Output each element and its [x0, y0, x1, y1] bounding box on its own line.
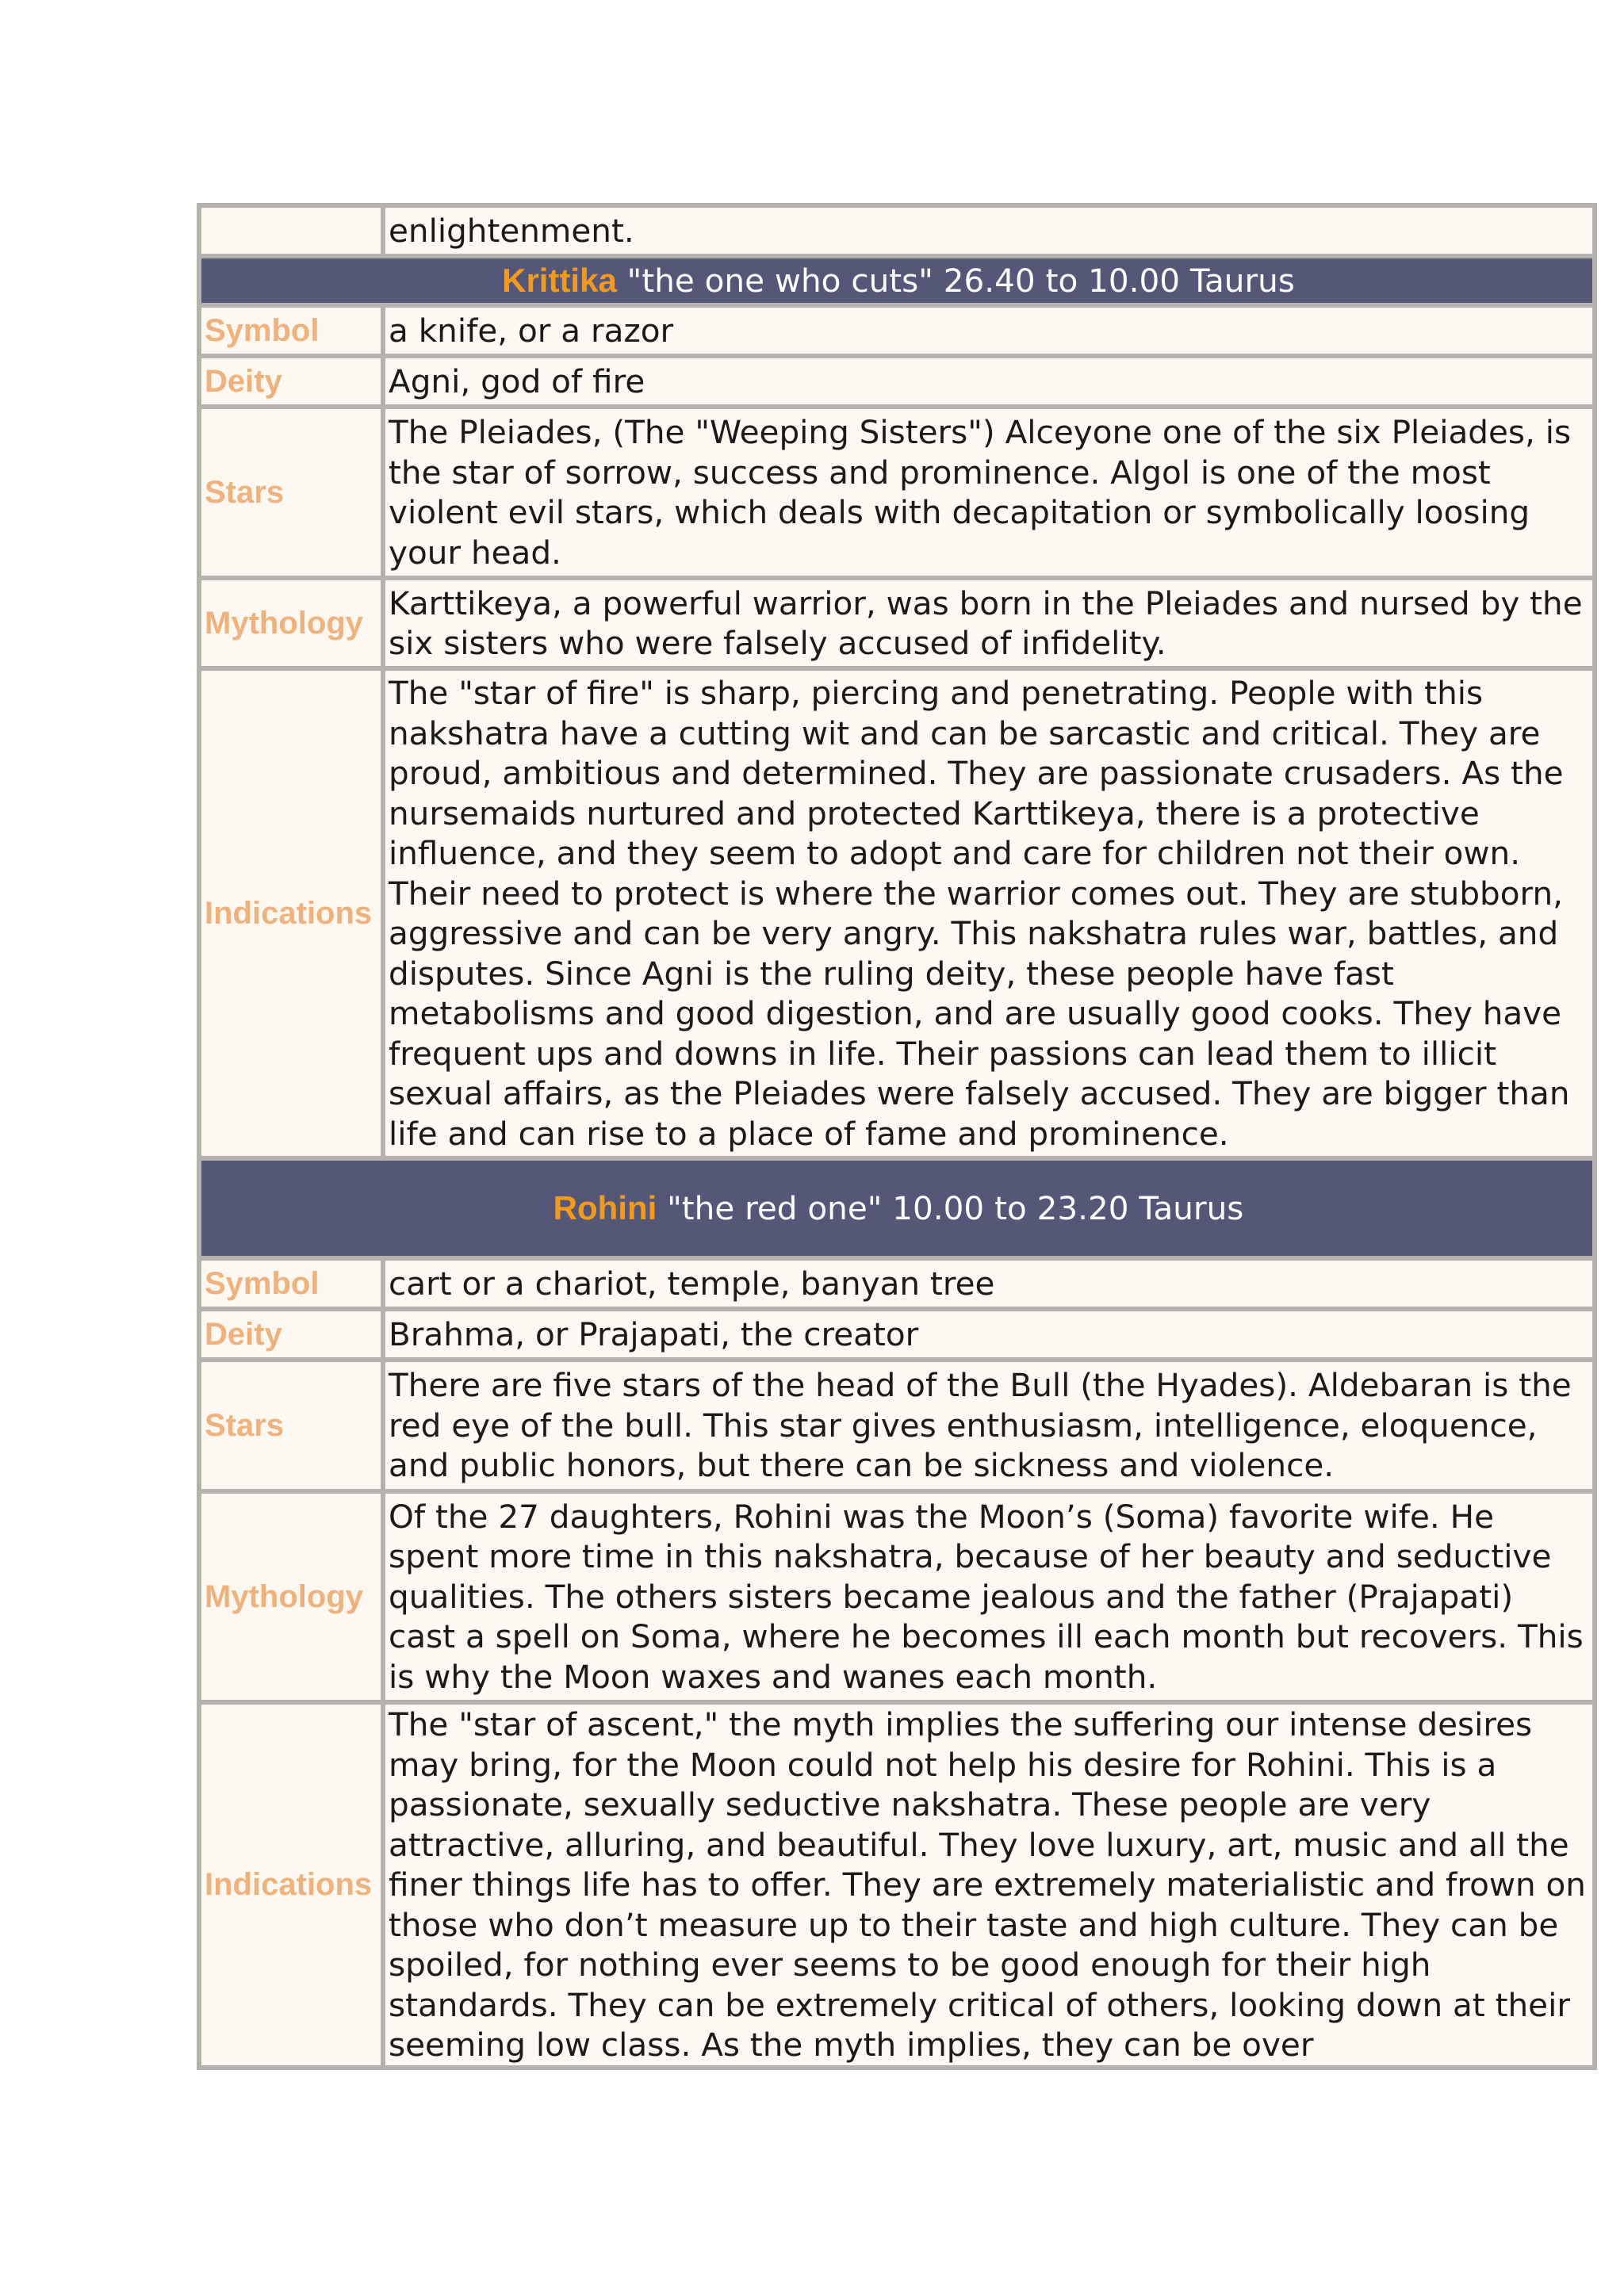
- row-label: Symbol: [199, 1258, 383, 1309]
- nakshatra-page: [197, 203, 1592, 2070]
- row-text: Brahma, or Prajapati, the creator: [383, 1309, 1595, 1360]
- row-label: Indications: [199, 668, 383, 1158]
- nakshatra-name: Krittika: [502, 262, 617, 299]
- nakshatra-table: [197, 203, 1597, 2070]
- row-text: a knife, or a razor: [383, 305, 1595, 356]
- table-row: [199, 356, 1595, 407]
- table-row: [199, 1491, 1595, 1702]
- table-row: [199, 578, 1595, 668]
- row-label: Mythology: [199, 1491, 383, 1702]
- row-label: Symbol: [199, 305, 383, 356]
- empty-label-cell: [199, 205, 383, 256]
- row-text: Agni, god of fire: [383, 356, 1595, 407]
- table-row: [199, 1258, 1595, 1309]
- row-text: cart or a chariot, temple, banyan tree: [383, 1258, 1595, 1309]
- row-label: Mythology: [199, 578, 383, 668]
- row-text: Karttikeya, a powerful warrior, was born in the Pleiades and nursed by the six sisters who were falsely accused of infidelity.: [383, 578, 1595, 668]
- continuation-row: [199, 205, 1595, 256]
- table-row: [199, 1702, 1595, 2068]
- section-header-krittika: [199, 256, 1595, 305]
- section-header-cell: [199, 256, 1595, 305]
- row-text: The "star of ascent," the myth implies the suffering our intense desires may bring, for the Moon could not help his desire for Rohini. This is a passionate, sexually seductive nakshatra. These people are very attractive, alluring, and beautiful. They love luxury, art, music and all the finer things life has to offer. They are extremely materialistic and frown on those who don’t measure up to their taste and high culture. They can be spoiled, for nothing ever seems to be good enough for their high standards. They can be extremely critical of others, looking down at their seeming low class. As the myth implies, they can be over: [383, 1702, 1595, 2068]
- nakshatra-subtitle: "the one who cuts" 26.40 to 10.00 Taurus: [616, 262, 1295, 300]
- table-row: [199, 407, 1595, 578]
- nakshatra-subtitle: "the red one" 10.00 to 23.20 Taurus: [657, 1189, 1244, 1227]
- section-header-cell: [199, 1158, 1595, 1258]
- continuation-text: enlightenment.: [383, 205, 1595, 256]
- row-text: The Pleiades, (The "Weeping Sisters") Alceyone one of the six Pleiades, is the star of sorrow, success and prominence. Algol is one of the most violent evil stars, which deals with decapitation or symbolically loosing your head.: [383, 407, 1595, 578]
- row-label: Deity: [199, 1309, 383, 1360]
- table-row: [199, 668, 1595, 1158]
- row-label: Indications: [199, 1702, 383, 2068]
- row-text: There are five stars of the head of the Bull (the Hyades). Aldebaran is the red eye of the bull. This star gives enthusiasm, intelligence, eloquence, and public honors, but there can be sickness and violence.: [383, 1360, 1595, 1491]
- section-header-rohini: [199, 1158, 1595, 1258]
- row-label: Stars: [199, 407, 383, 578]
- table-row: [199, 305, 1595, 356]
- table-row: [199, 1309, 1595, 1360]
- row-text: Of the 27 daughters, Rohini was the Moon’s (Soma) favorite wife. He spent more time in this nakshatra, because of her beauty and seductive qualities. The others sisters became jealous and the father (Prajapati) cast a spell on Soma, where he becomes ill each month but recovers. This is why the Moon waxes and wanes each month.: [383, 1491, 1595, 1702]
- row-label: Deity: [199, 356, 383, 407]
- row-text: The "star of fire" is sharp, piercing and penetrating. People with this nakshatra have a cutting wit and can be sarcastic and critical. They are proud, ambitious and determined. They are passionate crusaders. As the nursemaids nurtured and protected Karttikeya, there is a protective influence, and they seem to adopt and care for children not their own. Their need to protect is where the warrior comes out. They are stubborn, aggressive and can be very angry. This nakshatra rules war, battles, and disputes. Since Agni is the ruling deity, these people have fast metabolisms and good digestion, and are usually good cooks. They have frequent ups and downs in life. Their passions can lead them to illicit sexual affairs, as the Pleiades were falsely accused. They are bigger than life and can rise to a place of fame and prominence.: [383, 668, 1595, 1158]
- table-row: [199, 1360, 1595, 1491]
- row-label: Stars: [199, 1360, 383, 1491]
- nakshatra-name: Rohini: [553, 1189, 657, 1226]
